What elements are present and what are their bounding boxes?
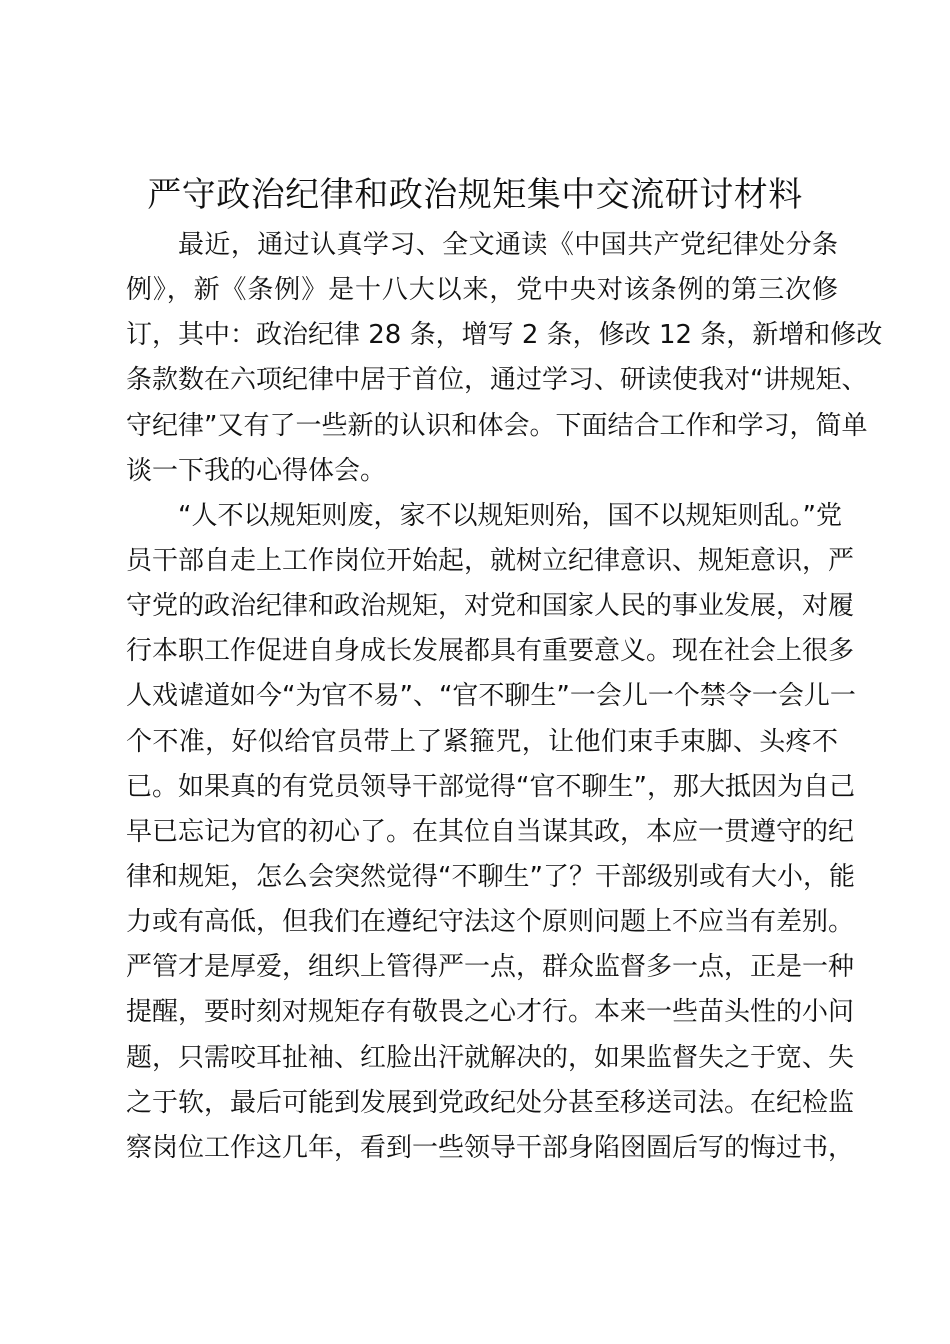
paragraph-2-line-5: 人戏谑道如今“为官不易”、“官不聊生”一会儿一个禁令一会儿一 — [126, 681, 856, 712]
paragraph-2-line-8: 早已忘记为官的初心了。在其位自当谋其政，本应一贯遵守的纪 — [126, 816, 855, 847]
paragraph-1-line-3: 订，其中：政治纪律 28 条，增写 2 条，修改 12 条，新增和修改 — [126, 320, 883, 351]
paragraph-2-line-7: 已。如果真的有党员领导干部觉得“官不聊生”，那大抵因为自己 — [126, 771, 855, 802]
paragraph-2-line-12: 提醒，要时刻对规矩存有敬畏之心才行。本来一些苗头性的小问 — [126, 997, 855, 1028]
paragraph-2-line-4: 行本职工作促进自身成长发展都具有重要意义。现在社会上很多 — [126, 636, 855, 667]
paragraph-2-line-10: 力或有高低，但我们在遵纪守法这个原则问题上不应当有差别。 — [126, 907, 855, 938]
paragraph-2-line-11: 严管才是厚爱，组织上管得严一点，群众监督多一点，正是一种 — [126, 952, 855, 983]
paragraph-2-line-1: “人不以规矩则废，家不以规矩则殆，国不以规矩则乱。”党 — [178, 500, 842, 531]
paragraph-1-line-6: 谈一下我的心得体会。 — [126, 455, 387, 486]
paragraph-2-line-13: 题，只需咬耳扯袖、红脸出汗就解决的，如果监督失之于宽、失 — [126, 1042, 855, 1073]
paragraph-2-line-3: 守党的政治纪律和政治规矩，对党和国家人民的事业发展，对履 — [126, 591, 855, 622]
document-title: 严守政治纪律和政治规矩集中交流研讨材料 — [147, 175, 803, 215]
paragraph-2-line-6: 个不准，好似给官员带上了紧箍咒，让他们束手束脚、头疼不 — [126, 726, 838, 757]
paragraph-2-line-2: 员干部自走上工作岗位开始起，就树立纪律意识、规矩意识，严 — [126, 545, 855, 576]
paragraph-1-line-2: 例》，新《条例》是十八大以来，党中央对该条例的第三次修 — [126, 275, 838, 306]
paragraph-1-line-1: 最近，通过认真学习、全文通读《中国共产党纪律处分条 — [178, 230, 838, 260]
paragraph-1-line-5: 守纪律”又有了一些新的认识和体会。下面结合工作和学习，简单 — [126, 410, 868, 441]
paragraph-2-line-14: 之于软，最后可能到发展到党政纪处分甚至移送司法。在纪检监 — [126, 1087, 855, 1118]
paragraph-2-line-15: 察岗位工作这几年，看到一些领导干部身陷囹圄后写的悔过书， — [126, 1132, 855, 1163]
paragraph-2-line-9: 律和规矩，怎么会突然觉得“不聊生”了？干部级别或有大小，能 — [126, 861, 855, 892]
paragraph-1-line-4: 条款数在六项纪律中居于首位，通过学习、研读使我对“讲规矩、 — [126, 365, 868, 396]
document-body — [126, 223, 883, 1171]
